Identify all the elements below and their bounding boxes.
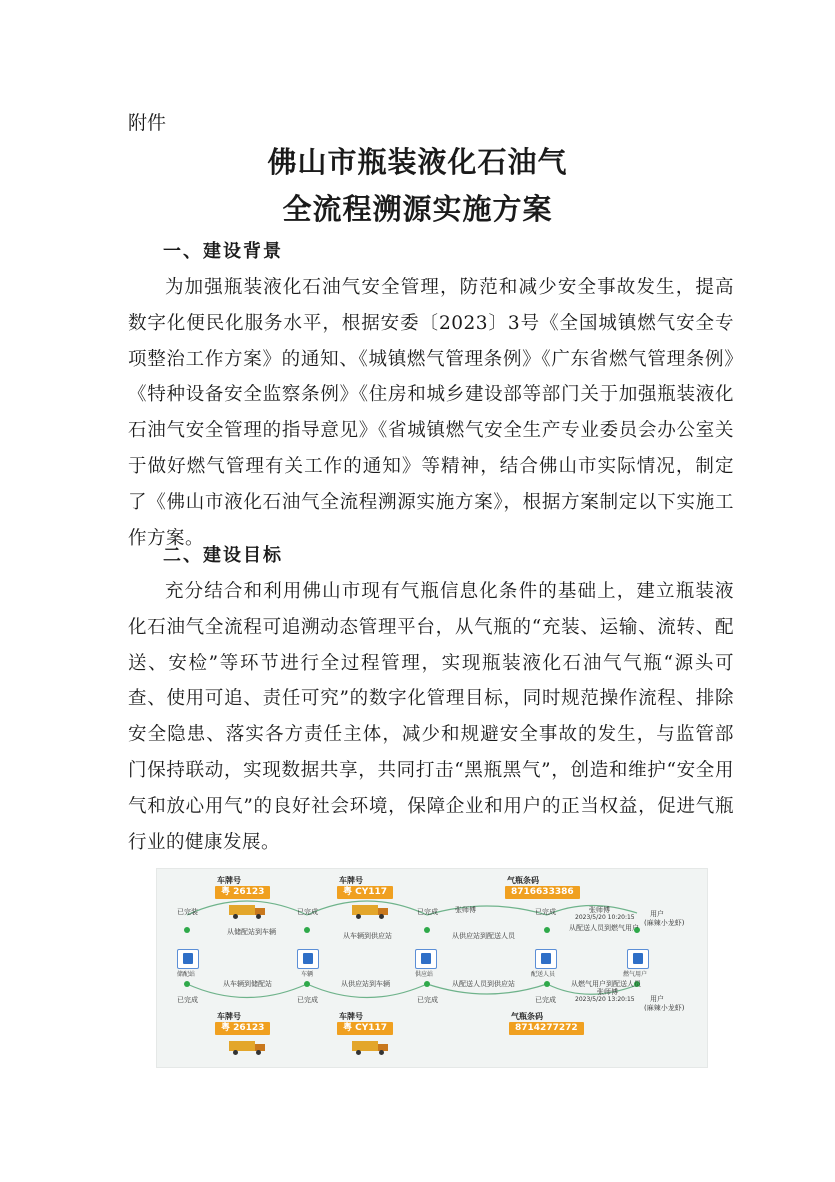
bottom-plate-label-1: 车牌号 (217, 1012, 241, 1021)
bottom-status-1: 已完成 (177, 996, 198, 1004)
document-title-line2: 全流程溯源实施方案 (282, 192, 553, 226)
bottom-cylinder-code: 8714277272 (509, 1022, 584, 1035)
truck-icon-top-2 (352, 905, 390, 919)
bottom-datetime: 2023/5/20 13:20:15 (575, 996, 635, 1003)
bottom-dot-3 (424, 981, 430, 987)
top-step-2: 从车辆到供应站 (343, 932, 392, 940)
truck-icon-top-1 (229, 905, 267, 919)
top-status-3: 已完成 (417, 908, 438, 916)
delivery-person-icon (535, 949, 557, 969)
storage-station-icon (177, 949, 199, 969)
bottom-user-label: 用户 (650, 995, 664, 1003)
bottom-step-3: 从配送人员到供应站 (452, 980, 515, 988)
top-plate-label-2: 车牌号 (339, 876, 363, 885)
top-user-label: 用户 (650, 910, 664, 918)
node-label-5: 燃气用户 (623, 971, 648, 978)
top-plate-2: 粤 CY117 (337, 886, 393, 899)
bottom-person: 张师傅 (597, 988, 618, 996)
section2-heading: 二、建设目标 (163, 545, 283, 566)
truck-icon-bottom-1 (229, 1041, 267, 1055)
top-person-1: 张师傅 (455, 906, 476, 914)
bottom-user-name: (麻辣小龙虾) (644, 1004, 685, 1012)
node-label-1: 储配站 (177, 971, 196, 978)
top-status-1: 已完装 (177, 908, 198, 916)
bottom-plate-label-2: 车牌号 (339, 1012, 363, 1021)
top-step-3: 从供应站到配送人员 (452, 932, 515, 940)
bottom-plate-1: 粤 26123 (215, 1022, 270, 1035)
top-status-2: 已完成 (297, 908, 318, 916)
traceability-flow-figure (156, 868, 708, 1068)
bottom-status-4: 已完成 (535, 996, 556, 1004)
bottom-dot-2 (304, 981, 310, 987)
top-status-4: 已完成 (535, 908, 556, 916)
section1-paragraph: 为加强瓶装液化石油气安全管理，防范和减少安全事故发生，提高数字化便民化服务水平，根据安委〔2023〕3号《全国城镇燃气安全专项整治工作方案》的通知、《城镇燃气管理条例》《广东省燃气管理条例》《特种设备安全监察条例》《住房和城乡建设部等部门关于加强瓶装液化石油气安全管理的指导意见》《省城镇燃气安全生产专业委员会办公室关于做好燃气管理有关工作的通知》等精神，结合佛山市实际情况，制定了《佛山市液化石油气全流程溯源实施方案》，根据方案制定以下实施工作方案。 (128, 277, 734, 549)
gas-user-icon (627, 949, 649, 969)
top-datetime: 2023/5/20 10:20:15 (575, 914, 635, 921)
top-plate-1: 粤 26123 (215, 886, 270, 899)
attachment-label: 附件 (128, 112, 167, 134)
bottom-step-4: 从燃气用户到配送人员 (571, 980, 641, 988)
node-label-4: 配送人员 (531, 971, 556, 978)
top-code-label: 气瓶条码 (507, 876, 539, 885)
bottom-step-2: 从供应站到车辆 (341, 980, 390, 988)
bottom-step-1: 从车辆到储配站 (223, 980, 272, 988)
top-plate-label-1: 车牌号 (217, 876, 241, 885)
supply-station-icon (415, 949, 437, 969)
node-label-2: 车辆 (301, 971, 314, 978)
bottom-dot-4 (544, 981, 550, 987)
bottom-status-3: 已完成 (417, 996, 438, 1004)
vehicle-icon (297, 949, 319, 969)
top-dot-1 (184, 927, 190, 933)
arrow-top-3 (427, 906, 547, 915)
top-step-1: 从储配站到车辆 (227, 928, 276, 936)
bottom-plate-2: 粤 CY117 (337, 1022, 393, 1035)
top-person-2: 张师傅 (589, 906, 610, 914)
top-dot-4 (544, 927, 550, 933)
node-label-3: 供应站 (415, 971, 434, 978)
section2-paragraph: 充分结合和利用佛山市现有气瓶信息化条件的基础上，建立瓶装液化石油气全流程可追溯动态管理平台，从气瓶的“充装、运输、流转、配送、安检”等环节进行全过程管理，实现瓶装液化石油气气瓶“源头可查、使用可追、责任可究”的数字化管理目标，同时规范操作流程、排除安全隐患、落实各方责任主体，减少和规避安全事故的发生，与监管部门保持联动，实现数据共享，共同打击“黑瓶黑气”，创造和维护“安全用气和放心用气”的良好社会环境，保障企业和用户的正当权益，促进气瓶行业的健康发展。 (128, 581, 734, 853)
document-title-line1: 佛山市瓶装液化石油气 (267, 145, 568, 179)
section1-heading: 一、建设背景 (163, 241, 283, 262)
top-dot-3 (424, 927, 430, 933)
bottom-status-2: 已完成 (297, 996, 318, 1004)
top-dot-2 (304, 927, 310, 933)
bottom-dot-1 (184, 981, 190, 987)
tricycle-icon-bottom-2 (352, 1041, 390, 1055)
bottom-code-label: 气瓶条码 (511, 1012, 543, 1021)
top-user-name: (麻辣小龙虾) (644, 919, 685, 927)
top-cylinder-code: 8716633386 (505, 886, 580, 899)
top-step-4: 从配送人员到燃气用户 (569, 924, 639, 932)
